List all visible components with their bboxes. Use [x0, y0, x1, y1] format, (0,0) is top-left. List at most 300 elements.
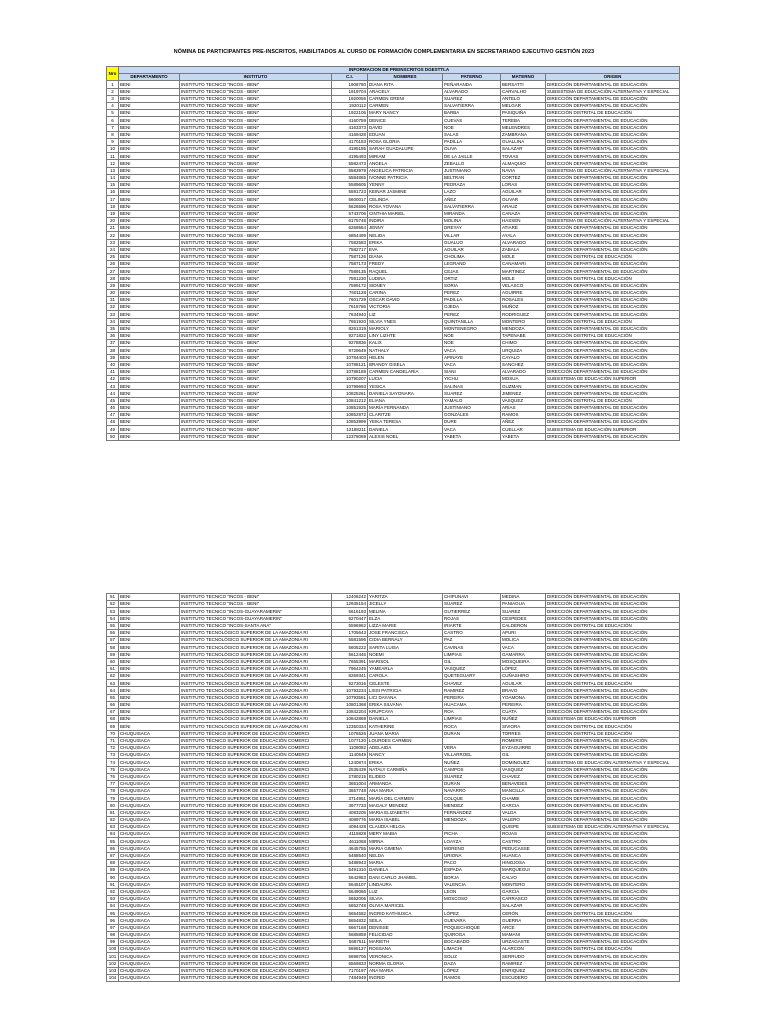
cell-departamento: BENI — [119, 354, 180, 361]
cell-nombres: ROSA GLORIA — [368, 138, 443, 145]
table-row — [107, 196, 680, 203]
cell-materno: GUERRA — [501, 917, 546, 924]
cell-paterno: ORTIZ — [443, 275, 501, 282]
cell-nro: 53 — [107, 608, 119, 615]
cell-instituto: INSTITUTO TECNICO "INCOS - BENI" — [180, 347, 332, 354]
cell-paterno: CHIPUNAVI — [443, 594, 501, 601]
cell-departamento: BENI — [119, 189, 180, 196]
cell-instituto: INSTITUTO TÉCNICO SUPERIOR DE EDUCACIÓN COMERCI — [180, 867, 332, 874]
cell-nombres: KRUPCAYA — [368, 709, 443, 716]
cell-departamento: CHUQUISACA — [119, 953, 180, 960]
cell-instituto: INSTITUTO TECNICO "INCOS - BENI" — [180, 340, 332, 347]
cell-ci: 5654582 — [332, 910, 368, 917]
cell-nro: 37 — [107, 340, 119, 347]
cell-origen: DIRECCIÓN DISTRITAL DE EDUCACIÓN — [546, 397, 680, 404]
cell-departamento: BENI — [119, 88, 180, 95]
cell-origen: DIRECCIÓN DEPARTAMENTAL DE EDUCACIÓN — [546, 433, 680, 440]
participants-table-continued — [106, 593, 680, 982]
cell-nro: 29 — [107, 282, 119, 289]
cell-departamento: BENI — [119, 673, 180, 680]
cell-ci: 5645107 — [332, 881, 368, 888]
table-row — [107, 601, 680, 608]
cell-nro: 34 — [107, 318, 119, 325]
cell-nombres: MARIA — [368, 859, 443, 866]
cell-paterno: JUSTINIANO — [443, 167, 501, 174]
cell-ci: 12408242 — [332, 594, 368, 601]
cell-materno: ARIAS — [501, 404, 546, 411]
cell-instituto: INSTITUTO TECNICO "INCOS - BENI" — [180, 332, 332, 339]
table-row — [107, 888, 680, 895]
table-row — [107, 709, 680, 716]
cell-paterno: DURE — [443, 419, 501, 426]
cell-materno: ROSALES — [501, 297, 546, 304]
cell-nombres: INGRID — [368, 974, 443, 981]
cell-nombres: JUANA MARIA — [368, 730, 443, 737]
cell-ci: 5612446 — [332, 651, 368, 658]
table-row — [107, 716, 680, 723]
cell-paterno: PEÑARANDA — [443, 81, 501, 88]
cell-ci: 1908780 — [332, 81, 368, 88]
cell-nombres: LINY LIZHTE — [368, 332, 443, 339]
table-row — [107, 910, 680, 917]
cell-nombres: ELIDEO — [368, 773, 443, 780]
table-row — [107, 831, 680, 838]
cell-origen: DIRECCIÓN DEPARTAMENTAL DE EDUCACIÓN — [546, 146, 680, 153]
cell-instituto: INSTITUTO TECNOLÓGICO SUPERIOR DE LA AMAZONIA RI — [180, 658, 332, 665]
cell-materno: GAMARRA — [501, 651, 546, 658]
cell-nombres: SILVIA — [368, 895, 443, 902]
cell-origen: DIRECCIÓN DEPARTAMENTAL DE EDUCACIÓN — [546, 232, 680, 239]
cell-departamento: BENI — [119, 419, 180, 426]
cell-materno: URQUIZA — [501, 347, 546, 354]
cell-origen: DIRECCIÓN DISTRITAL DE EDUCACIÓN — [546, 110, 680, 117]
cell-departamento: BENI — [119, 608, 180, 615]
cell-ci: 5652748 — [332, 903, 368, 910]
cell-nombres: KATHERINE — [368, 723, 443, 730]
cell-departamento: CHUQUISACA — [119, 967, 180, 974]
cell-paterno — [443, 737, 501, 744]
cell-origen: DIRECCIÓN DEPARTAMENTAL DE EDUCACIÓN — [546, 261, 680, 268]
cell-ci: 3651004 — [332, 780, 368, 787]
table-row — [107, 939, 680, 946]
cell-ci: 4170153 — [332, 138, 368, 145]
cell-origen: DIRECCIÓN DEPARTAMENTAL DE EDUCACIÓN — [546, 311, 680, 318]
cell-nro: 77 — [107, 780, 119, 787]
table-row — [107, 665, 680, 672]
cell-nro: 6 — [107, 117, 119, 124]
cell-ci: 10801368 — [332, 701, 368, 708]
cell-departamento: CHUQUISACA — [119, 931, 180, 938]
cell-paterno: ZEBALLO — [443, 160, 501, 167]
table-row — [107, 859, 680, 866]
cell-ci: 4163373 — [332, 124, 368, 131]
cell-nro: 3 — [107, 95, 119, 102]
cell-ci: 4195493 — [332, 153, 368, 160]
cell-departamento: BENI — [119, 239, 180, 246]
cell-nro: 80 — [107, 802, 119, 809]
cell-paterno: ESPADA — [443, 867, 501, 874]
cell-paterno: NOE — [443, 332, 501, 339]
cell-nro: 102 — [107, 960, 119, 967]
cell-instituto: INSTITUTO TECNICO "INCOS - BENI" — [180, 261, 332, 268]
cell-instituto: INSTITUTO TECNOLÓGICO SUPERIOR DE LA AMAZONIA RI — [180, 680, 332, 687]
cell-departamento: CHUQUISACA — [119, 795, 180, 802]
table-row — [107, 153, 680, 160]
cell-departamento: BENI — [119, 368, 180, 375]
cell-paterno: LAZO — [443, 189, 501, 196]
cell-origen: DIRECCIÓN DEPARTAMENTAL DE EDUCACIÓN — [546, 651, 680, 658]
cell-instituto: INSTITUTO TECNICO "INCOS - BENI" — [180, 167, 332, 174]
cell-origen: DIRECCIÓN DEPARTAMENTAL DE EDUCACIÓN — [546, 673, 680, 680]
cell-departamento: BENI — [119, 318, 180, 325]
cell-ci: 12188211 — [332, 426, 368, 433]
cell-nombres: ELZA — [368, 615, 443, 622]
cell-nro: 50 — [107, 433, 119, 440]
cell-paterno: PEDRAZA — [443, 182, 501, 189]
table-row — [107, 383, 680, 390]
cell-materno: MELGAR — [501, 102, 546, 109]
cell-materno: ESCUDERO — [501, 974, 546, 981]
cell-nombres: CELESTE — [368, 680, 443, 687]
cell-instituto: INSTITUTO TECNICO "INCOS - BENI" — [180, 304, 332, 311]
cell-instituto: INSTITUTO TÉCNICO SUPERIOR DE EDUCACIÓN COMERCI — [180, 931, 332, 938]
cell-nombres: SIDNEY — [368, 282, 443, 289]
cell-ci: 5582473 — [332, 160, 368, 167]
cell-instituto: INSTITUTO TECNICO "INCOS - BENI" — [180, 189, 332, 196]
cell-materno: MONTERO — [501, 881, 546, 888]
cell-nombres: MARIA ELIZABETH — [368, 809, 443, 816]
cell-ci: 6175748 — [332, 217, 368, 224]
cell-origen: DIRECCIÓN DEPARTAMENTAL DE EDUCACIÓN — [546, 282, 680, 289]
cell-ci: 12350334 — [332, 723, 368, 730]
cell-ci: 5667168 — [332, 924, 368, 931]
cell-paterno: VACA — [443, 361, 501, 368]
cell-instituto: INSTITUTO TECNICO "INCOS - BENI" — [180, 376, 332, 383]
cell-departamento: BENI — [119, 637, 180, 644]
cell-instituto: INSTITUTO TECNICO "INCOS - BENI" — [180, 601, 332, 608]
cell-nro: 84 — [107, 831, 119, 838]
cell-instituto: INSTITUTO TECNICO "INCOS - BENI" — [180, 289, 332, 296]
cell-instituto: INSTITUTO TECNICO "INCOS - BENI" — [180, 246, 332, 253]
cell-nro: 56 — [107, 629, 119, 636]
cell-instituto: INSTITUTO TECNICO "INCOS - BENI" — [180, 426, 332, 433]
cell-paterno: LIMACHI — [443, 946, 501, 953]
cell-nro: 72 — [107, 744, 119, 751]
cell-materno: PASIQUIÑA — [501, 110, 546, 117]
cell-instituto: INSTITUTO TECNICO "INCOS-GUAYARAMERIN" — [180, 608, 332, 615]
cell-nombres: MAGALY MENDEZ — [368, 802, 443, 809]
cell-departamento: CHUQUISACA — [119, 845, 180, 852]
col-header-instituto: INSTITUTO — [180, 74, 332, 81]
cell-ci: 10825261 — [332, 390, 368, 397]
cell-materno: LÓPEZ — [501, 665, 546, 672]
cell-nombres: DIANA RITA — [368, 81, 443, 88]
cell-ci: 7651920 — [332, 318, 368, 325]
cell-ci: 4160759 — [332, 117, 368, 124]
cell-departamento: BENI — [119, 629, 180, 636]
table-row — [107, 412, 680, 419]
cell-paterno: FERNÁNDEZ — [443, 809, 501, 816]
cell-nombres: JICELLY — [368, 601, 443, 608]
table-row — [107, 239, 680, 246]
cell-paterno: MIRANDA — [443, 210, 501, 217]
cell-ci: 1919704 — [332, 88, 368, 95]
cell-origen: DIRECCIÓN DEPARTAMENTAL DE EDUCACIÓN — [546, 340, 680, 347]
cell-origen: DIRECCIÓN DEPARTAMENTAL DE EDUCACIÓN — [546, 174, 680, 181]
cell-origen: DIRECCIÓN DEPARTAMENTAL DE EDUCACIÓN — [546, 802, 680, 809]
cell-nro: 12 — [107, 160, 119, 167]
cell-paterno: AÑEZ — [443, 196, 501, 203]
cell-nombres: OLIVIA MARICEL — [368, 903, 443, 910]
cell-instituto: INSTITUTO TÉCNICO SUPERIOR DE EDUCACIÓN COMERCI — [180, 824, 332, 831]
cell-ci: 8269341 — [332, 673, 368, 680]
cell-instituto: INSTITUTO TÉCNICO SUPERIOR DE EDUCACIÓN COMERCI — [180, 917, 332, 924]
cell-materno: MOSUA — [501, 376, 546, 383]
cell-materno: VASQUEZ — [501, 397, 546, 404]
table-row — [107, 217, 680, 224]
table-row — [107, 210, 680, 217]
cell-nro: 45 — [107, 397, 119, 404]
cell-materno: LORAS — [501, 182, 546, 189]
cell-departamento: BENI — [119, 361, 180, 368]
table-row — [107, 622, 680, 629]
cell-nro: 81 — [107, 809, 119, 816]
cell-origen: DIRECCIÓN DEPARTAMENTAL DE EDUCACIÓN — [546, 594, 680, 601]
cell-departamento: CHUQUISACA — [119, 960, 180, 967]
cell-departamento: BENI — [119, 376, 180, 383]
cell-nro: 16 — [107, 189, 119, 196]
cell-ci: 10852972 — [332, 412, 368, 419]
cell-ci: 7591230 — [332, 275, 368, 282]
cell-origen: DIRECCIÓN DEPARTAMENTAL DE EDUCACIÓN — [546, 852, 680, 859]
cell-departamento: CHUQUISACA — [119, 788, 180, 795]
cell-nombres: MARIA ISABEL — [368, 816, 443, 823]
cell-paterno: NAVARRO — [443, 788, 501, 795]
cell-ci: 5698706 — [332, 953, 368, 960]
cell-ci: 1922106 — [332, 110, 368, 117]
cell-nro: 66 — [107, 701, 119, 708]
cell-nombres: SARAH GUADALUPE — [368, 146, 443, 153]
cell-origen: DIRECCIÓN DEPARTAMENTAL DE EDUCACIÓN — [546, 737, 680, 744]
cell-ci: 3657748 — [332, 788, 368, 795]
cell-nombres: ANA MARIA — [368, 967, 443, 974]
cell-origen: DIRECCIÓN DEPARTAMENTAL DE EDUCACIÓN — [546, 81, 680, 88]
cell-ci: 10841212 — [332, 397, 368, 404]
table-row — [107, 629, 680, 636]
table-row — [107, 174, 680, 181]
cell-departamento: BENI — [119, 203, 180, 210]
cell-instituto: INSTITUTO TECNICO "INCOS - BENI" — [180, 390, 332, 397]
cell-instituto: INSTITUTO TECNICO "INCOS - BENI" — [180, 253, 332, 260]
cell-nombres: SARITA LUISA — [368, 644, 443, 651]
cell-ci: 12935154 — [332, 601, 368, 608]
cell-departamento: BENI — [119, 102, 180, 109]
cell-nombres: DIANA — [368, 253, 443, 260]
cell-origen: DIRECCIÓN DEPARTAMENTAL DE EDUCACIÓN — [546, 361, 680, 368]
cell-materno: GIL — [501, 752, 546, 759]
cell-materno: RODRIGUEZ — [501, 311, 546, 318]
cell-origen: DIRECCIÓN DEPARTAMENTAL DE EDUCACIÓN — [546, 780, 680, 787]
table-row — [107, 895, 680, 902]
table-row — [107, 318, 680, 325]
cell-instituto: INSTITUTO TÉCNICO SUPERIOR DE EDUCACIÓN COMERCI — [180, 737, 332, 744]
cell-departamento: BENI — [119, 110, 180, 117]
cell-nro: 26 — [107, 261, 119, 268]
cell-materno: PANIAGUA — [501, 601, 546, 608]
cell-materno: ALARCON — [501, 946, 546, 953]
cell-origen: SUBSISTEMA DE EDUCACIÓN SUPERIOR — [546, 426, 680, 433]
cell-nro: 39 — [107, 354, 119, 361]
cell-nro: 76 — [107, 773, 119, 780]
cell-origen: DIRECCIÓN DEPARTAMENTAL DE EDUCACIÓN — [546, 268, 680, 275]
cell-nro: 38 — [107, 347, 119, 354]
cell-nro: 25 — [107, 253, 119, 260]
cell-materno: CALDERON — [501, 622, 546, 629]
table-row — [107, 838, 680, 845]
cell-paterno: SALVATIERRA — [443, 102, 501, 109]
cell-instituto: INSTITUTO TECNICO "INCOS - BENI" — [180, 419, 332, 426]
table-row — [107, 931, 680, 938]
cell-nombres: CINTHIA MARIEL — [368, 210, 443, 217]
cell-materno: ANTELO — [501, 95, 546, 102]
table-row — [107, 615, 680, 622]
cell-nombres: RAQUEL — [368, 268, 443, 275]
cell-materno: SERRUDO — [501, 953, 546, 960]
cell-materno: VASQUEZ — [501, 766, 546, 773]
cell-nro: 91 — [107, 881, 119, 888]
cell-instituto: INSTITUTO TECNICO "INCOS - BENI" — [180, 368, 332, 375]
table-row — [107, 189, 680, 196]
table-row — [107, 433, 680, 440]
cell-materno: JIMENEZ — [501, 390, 546, 397]
cell-ci: 7964245 — [332, 665, 368, 672]
cell-ci: 7601729 — [332, 297, 368, 304]
cell-origen: DIRECCIÓN DEPARTAMENTAL DE EDUCACIÓN — [546, 967, 680, 974]
cell-ci: 4195155 — [332, 146, 368, 153]
cell-departamento: CHUQUISACA — [119, 874, 180, 881]
cell-origen: DIRECCIÓN DEPARTAMENTAL DE EDUCACIÓN — [546, 131, 680, 138]
table-row — [107, 744, 680, 751]
table-row — [107, 673, 680, 680]
cell-materno: PEDUCASSE — [501, 845, 546, 852]
table-row — [107, 347, 680, 354]
cell-paterno: SALVATIERRA — [443, 203, 501, 210]
cell-instituto: INSTITUTO TECNICO "INCOS - BENI" — [180, 397, 332, 404]
cell-origen: DIRECCIÓN DEPARTAMENTAL DE EDUCACIÓN — [546, 637, 680, 644]
cell-materno: MARQUEGUI — [501, 867, 546, 874]
cell-nombres: INDIRA — [368, 217, 443, 224]
cell-nombres: DANI CARLO JHAMIEL — [368, 874, 443, 881]
cell-nombres: EVA — [368, 246, 443, 253]
cell-paterno: LEON — [443, 888, 501, 895]
cell-departamento: CHUQUISACA — [119, 888, 180, 895]
cell-origen: DIRECCIÓN DEPARTAMENTAL DE EDUCACIÓN — [546, 117, 680, 124]
cell-paterno: PEREIRA — [443, 694, 501, 701]
cell-origen: DIRECCIÓN DEPARTAMENTAL DE EDUCACIÓN — [546, 788, 680, 795]
cell-nro: 20 — [107, 217, 119, 224]
col-header-origen: ORIGEN — [546, 74, 680, 81]
cell-nombres: MARISOL — [368, 658, 443, 665]
cell-materno: VALERO — [501, 816, 546, 823]
cell-materno: BRAVO — [501, 687, 546, 694]
cell-instituto: INSTITUTO TÉCNICO SUPERIOR DE EDUCACIÓN COMERCI — [180, 831, 332, 838]
cell-ci: 10793561 — [332, 694, 368, 701]
cell-nro: 101 — [107, 953, 119, 960]
cell-ci: 5626596 — [332, 203, 368, 210]
cell-paterno: RAMIREZ — [443, 687, 501, 694]
cell-instituto: INSTITUTO TECNOLÓGICO SUPERIOR DE LA AMAZONIA RI — [180, 673, 332, 680]
cell-materno: SUAREZ — [501, 608, 546, 615]
cell-paterno: SALAS — [443, 131, 501, 138]
cell-departamento: BENI — [119, 268, 180, 275]
table-row — [107, 124, 680, 131]
cell-paterno: MONTENEGRO — [443, 325, 501, 332]
cell-instituto: INSTITUTO TECNOLÓGICO SUPERIOR DE LA AMAZONIA RI — [180, 644, 332, 651]
cell-paterno: ROCA — [443, 723, 501, 730]
table-row — [107, 960, 680, 967]
cell-nombres: ERIKA — [368, 239, 443, 246]
cell-nombres: YESICA — [368, 383, 443, 390]
cell-ci: 5491310 — [332, 867, 368, 874]
cell-nombres: DANIELA — [368, 716, 443, 723]
col-header-materno: MATERNO — [501, 74, 546, 81]
cell-ci: 12378069 — [332, 433, 368, 440]
cell-ci: 5685859 — [332, 931, 368, 938]
cell-nombres: SEILA — [368, 917, 443, 924]
cell-materno: SALAZAR — [501, 903, 546, 910]
cell-origen: SUBSISTEMA DE EDUCACIÓN SUPERIOR — [546, 716, 680, 723]
cell-nro: 55 — [107, 622, 119, 629]
cell-materno: RAMOS — [501, 412, 546, 419]
cell-ci: 7582717 — [332, 246, 368, 253]
table-row — [107, 723, 680, 730]
cell-origen: DIRECCIÓN DEPARTAMENTAL DE EDUCACIÓN — [546, 874, 680, 881]
table-row — [107, 608, 680, 615]
cell-nombres: LOURDES CARMEN — [368, 737, 443, 744]
cell-origen: SUBSISTEMA DE EDUCACIÓN ALTERNATIVA Y ESPECIAL — [546, 217, 680, 224]
cell-paterno: DURAN — [443, 780, 501, 787]
cell-nro: 78 — [107, 788, 119, 795]
cell-ci: 9270447 — [332, 615, 368, 622]
table-row — [107, 160, 680, 167]
cell-nro: 52 — [107, 601, 119, 608]
cell-nro: 27 — [107, 268, 119, 275]
cell-ci: 6854499 — [332, 232, 368, 239]
cell-origen: DIRECCIÓN DEPARTAMENTAL DE EDUCACIÓN — [546, 939, 680, 946]
cell-paterno: QUINTANILLA — [443, 318, 501, 325]
cell-instituto: INSTITUTO TECNICO "INCOS - BENI" — [180, 146, 332, 153]
cell-instituto: INSTITUTO TECNICO "INCOS - BENI" — [180, 196, 332, 203]
cell-nombres: MERY MABIA — [368, 831, 443, 838]
table-row — [107, 881, 680, 888]
cell-paterno: OJEDA — [443, 304, 501, 311]
cell-nombres: INGRID KATHIUSCA — [368, 910, 443, 917]
cell-instituto: INSTITUTO TECNICO "INCOS-GUAYARAMERIN" — [180, 615, 332, 622]
cell-nro: 14 — [107, 174, 119, 181]
cell-materno: GUZMAN — [501, 383, 546, 390]
cell-departamento: BENI — [119, 665, 180, 672]
cell-materno: PEREIRA — [501, 701, 546, 708]
cell-materno: ATIARE — [501, 225, 546, 232]
cell-materno: GARCIA — [501, 888, 546, 895]
cell-nro: 33 — [107, 311, 119, 318]
cell-nombres: NATHALY — [368, 347, 443, 354]
cell-paterno: LOAYZA — [443, 838, 501, 845]
cell-nombres: ERIKA — [368, 759, 443, 766]
cell-nro: 93 — [107, 895, 119, 902]
cell-departamento: CHUQUISACA — [119, 946, 180, 953]
table-row — [107, 102, 680, 109]
